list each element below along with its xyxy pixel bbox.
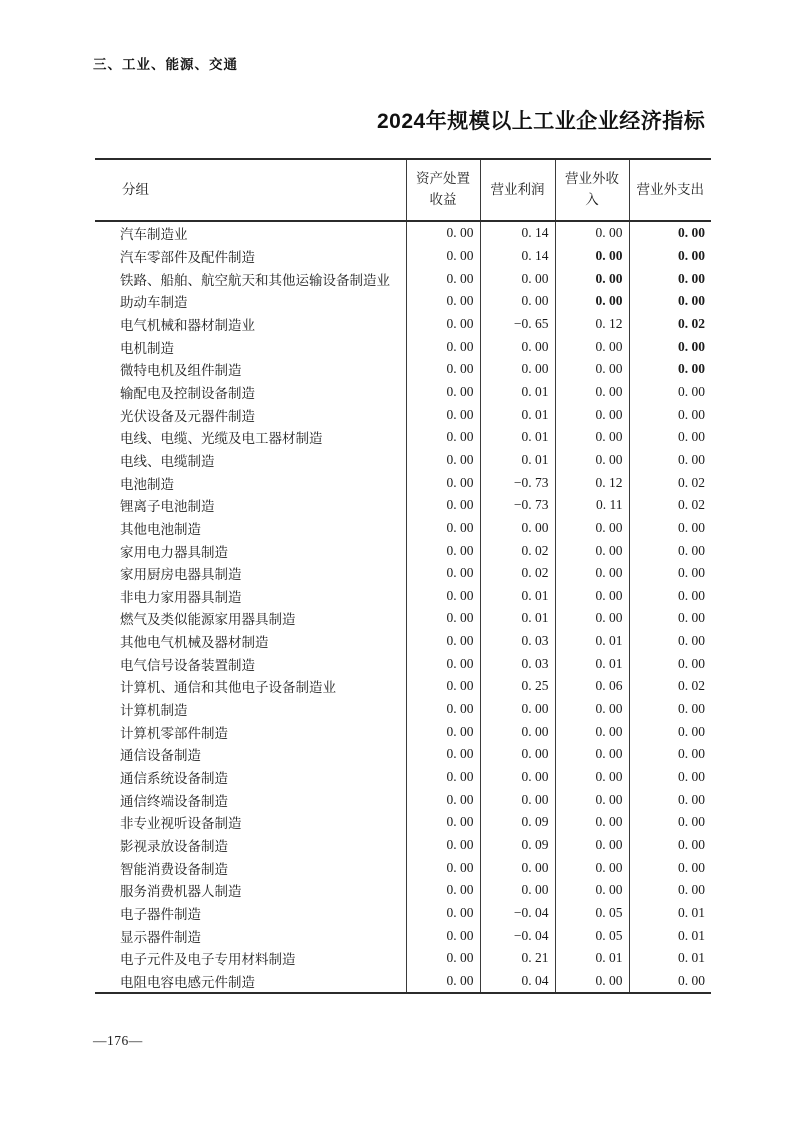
row-label: 服务消费机器人制造 [120, 884, 242, 900]
cell-value: 0. 00 [406, 290, 480, 313]
cell-value: −0. 04 [480, 902, 555, 925]
cell-value: 0. 00 [629, 766, 711, 789]
row-label: 非电力家用器具制造 [120, 589, 242, 605]
cell-value: 0. 00 [555, 517, 629, 540]
table-row [95, 358, 711, 381]
cell-value: 0. 00 [406, 788, 480, 811]
cell-value: 0. 00 [555, 788, 629, 811]
cell-value: 0. 00 [555, 449, 629, 472]
table-row [95, 970, 711, 994]
cell-value: 0. 00 [555, 720, 629, 743]
cell-value: 0. 14 [480, 221, 555, 245]
cell-value: 0. 00 [555, 607, 629, 630]
row-label: 电子元件及电子专用材料制造 [120, 952, 296, 968]
cell-value: 0. 00 [555, 879, 629, 902]
cell-value: 0. 02 [480, 539, 555, 562]
table-row [95, 381, 711, 404]
cell-value: 0. 00 [406, 267, 480, 290]
row-label: 光伏设备及元器件制造 [120, 408, 255, 424]
cell-value: 0. 06 [555, 675, 629, 698]
cell-value: −0. 73 [480, 471, 555, 494]
cell-value: 0. 00 [629, 539, 711, 562]
cell-value: 0. 00 [406, 834, 480, 857]
cell-value: 0. 00 [629, 426, 711, 449]
row-label: 影视录放设备制造 [120, 839, 228, 855]
cell-value: −0. 73 [480, 494, 555, 517]
cell-value: 0. 00 [406, 902, 480, 925]
cell-value: 0. 02 [480, 562, 555, 585]
table-row [95, 426, 711, 449]
cell-value: 0. 01 [480, 607, 555, 630]
cell-value: 0. 00 [406, 403, 480, 426]
cell-value: 0. 09 [480, 834, 555, 857]
cell-value: 0. 05 [555, 902, 629, 925]
cell-value: 0. 01 [480, 426, 555, 449]
cell-value: 0. 00 [406, 245, 480, 268]
cell-value: 0. 00 [629, 585, 711, 608]
row-label: 电线、电缆制造 [120, 453, 215, 469]
table-row [95, 562, 711, 585]
table-row [95, 902, 711, 925]
cell-value: 0. 00 [629, 630, 711, 653]
column-header-non-operating-expense: 营业外支出 [629, 159, 711, 221]
table-header [95, 159, 711, 221]
cell-value: 0. 00 [480, 720, 555, 743]
cell-value: 0. 00 [629, 267, 711, 290]
table-row [95, 856, 711, 879]
cell-value: 0. 00 [555, 856, 629, 879]
table-row [95, 924, 711, 947]
cell-value: 0. 00 [480, 766, 555, 789]
cell-value: 0. 00 [406, 585, 480, 608]
table-row [95, 607, 711, 630]
cell-value: 0. 00 [406, 675, 480, 698]
row-label: 非专业视听设备制造 [120, 816, 242, 832]
page-number: —176— [93, 1033, 143, 1048]
cell-value: 0. 00 [555, 290, 629, 313]
cell-value: 0. 00 [555, 834, 629, 857]
cell-value: 0. 00 [406, 471, 480, 494]
row-label: 汽车零部件及配件制造 [120, 249, 255, 265]
cell-value: 0. 00 [406, 924, 480, 947]
table-row [95, 834, 711, 857]
page-title: 2024年规模以上工业企业经济指标 [377, 110, 706, 133]
row-label: 电机制造 [120, 340, 174, 356]
cell-value: 0. 00 [555, 426, 629, 449]
cell-value: 0. 00 [406, 221, 480, 245]
cell-value: 0. 03 [480, 652, 555, 675]
cell-value: 0. 00 [555, 358, 629, 381]
cell-value: 0. 11 [555, 494, 629, 517]
cell-value: 0. 01 [480, 381, 555, 404]
cell-value: 0. 00 [406, 539, 480, 562]
table-row [95, 403, 711, 426]
row-label: 输配电及控制设备制造 [120, 385, 255, 401]
cell-value: 0. 00 [629, 879, 711, 902]
row-label: 通信终端设备制造 [120, 793, 228, 809]
column-header-operating-profit: 营业利润 [480, 159, 555, 221]
table-row [95, 267, 711, 290]
cell-value: 0. 00 [629, 403, 711, 426]
cell-value: 0. 00 [555, 743, 629, 766]
row-label: 通信系统设备制造 [120, 771, 228, 787]
cell-value: 0. 00 [406, 879, 480, 902]
table-row [95, 947, 711, 970]
cell-value: 0. 00 [629, 245, 711, 268]
row-label: 汽车制造业 [120, 227, 188, 243]
cell-value: 0. 02 [629, 313, 711, 336]
row-label: 家用电力器具制造 [120, 544, 228, 560]
row-label: 电池制造 [120, 476, 174, 492]
table-row [95, 471, 711, 494]
cell-value: 0. 00 [480, 788, 555, 811]
cell-value: 0. 00 [480, 335, 555, 358]
cell-value: 0. 02 [629, 675, 711, 698]
table-row [95, 743, 711, 766]
cell-value: 0. 00 [629, 856, 711, 879]
cell-value: 0. 00 [629, 788, 711, 811]
cell-value: 0. 00 [406, 652, 480, 675]
cell-value: 0. 00 [406, 766, 480, 789]
cell-value: 0. 01 [480, 449, 555, 472]
row-label: 铁路、船舶、航空航天和其他运输设备制造业 [120, 272, 390, 288]
table-row [95, 698, 711, 721]
economic-indicators-table [95, 158, 711, 994]
table-row [95, 335, 711, 358]
cell-value: 0. 00 [406, 856, 480, 879]
table-row [95, 675, 711, 698]
cell-value: 0. 00 [555, 970, 629, 994]
cell-value: 0. 01 [480, 403, 555, 426]
column-header-asset-disposal-income: 资产处置收益 [406, 159, 480, 221]
cell-value: 0. 00 [406, 335, 480, 358]
cell-value: 0. 00 [480, 290, 555, 313]
cell-value: 0. 00 [406, 517, 480, 540]
row-label: 计算机制造 [120, 703, 188, 719]
cell-value: 0. 00 [406, 313, 480, 336]
cell-value: 0. 12 [555, 471, 629, 494]
cell-value: 0. 00 [480, 856, 555, 879]
column-header-non-operating-income: 营业外收入 [555, 159, 629, 221]
row-label: 智能消费设备制造 [120, 861, 228, 877]
cell-value: 0. 00 [406, 562, 480, 585]
row-label: 电阻电容电感元件制造 [120, 974, 255, 990]
cell-value: 0. 01 [555, 630, 629, 653]
cell-value: 0. 00 [629, 517, 711, 540]
cell-value: 0. 02 [629, 471, 711, 494]
cell-value: 0. 09 [480, 811, 555, 834]
row-label: 微特电机及组件制造 [120, 363, 242, 379]
row-label: 其他电气机械及器材制造 [120, 635, 269, 651]
cell-value: 0. 04 [480, 970, 555, 994]
table-row [95, 539, 711, 562]
table-row [95, 290, 711, 313]
row-label: 助动车制造 [120, 295, 188, 311]
row-label: 显示器件制造 [120, 929, 201, 945]
cell-value: 0. 00 [629, 698, 711, 721]
cell-value: 0. 00 [555, 698, 629, 721]
cell-value: 0. 00 [629, 811, 711, 834]
cell-value: 0. 00 [406, 970, 480, 994]
cell-value: 0. 01 [629, 902, 711, 925]
cell-value: 0. 00 [406, 381, 480, 404]
table-row [95, 449, 711, 472]
cell-value: 0. 00 [629, 449, 711, 472]
row-label: 家用厨房电器具制造 [120, 567, 242, 583]
cell-value: 0. 14 [480, 245, 555, 268]
row-label: 计算机零部件制造 [120, 725, 228, 741]
table-row [95, 630, 711, 653]
cell-value: 0. 01 [555, 947, 629, 970]
row-label: 燃气及类似能源家用器具制造 [120, 612, 296, 628]
cell-value: 0. 00 [555, 381, 629, 404]
section-header: 三、工业、能源、交通 [93, 57, 238, 72]
cell-value: 0. 00 [480, 267, 555, 290]
cell-value: 0. 00 [629, 743, 711, 766]
cell-value: 0. 00 [480, 698, 555, 721]
cell-value: 0. 00 [406, 630, 480, 653]
cell-value: −0. 04 [480, 924, 555, 947]
row-label: 电子器件制造 [120, 907, 201, 923]
cell-value: 0. 00 [480, 358, 555, 381]
cell-value: 0. 00 [629, 358, 711, 381]
table-body [95, 221, 711, 993]
table-row [95, 517, 711, 540]
cell-value: −0. 65 [480, 313, 555, 336]
table-row [95, 313, 711, 336]
table-row [95, 766, 711, 789]
table-row [95, 788, 711, 811]
cell-value: 0. 25 [480, 675, 555, 698]
cell-value: 0. 00 [406, 811, 480, 834]
cell-value: 0. 05 [555, 924, 629, 947]
table-row [95, 720, 711, 743]
cell-value: 0. 00 [629, 562, 711, 585]
cell-value: 0. 00 [480, 743, 555, 766]
table-row [95, 221, 711, 245]
cell-value: 0. 00 [480, 879, 555, 902]
table-row [95, 245, 711, 268]
table-row [95, 652, 711, 675]
cell-value: 0. 00 [555, 335, 629, 358]
cell-value: 0. 00 [406, 743, 480, 766]
cell-value: 0. 00 [555, 585, 629, 608]
cell-value: 0. 00 [406, 426, 480, 449]
cell-value: 0. 00 [406, 358, 480, 381]
cell-value: 0. 00 [406, 947, 480, 970]
row-label: 电气信号设备装置制造 [120, 657, 255, 673]
cell-value: 0. 12 [555, 313, 629, 336]
cell-value: 0. 00 [555, 267, 629, 290]
cell-value: 0. 00 [629, 970, 711, 994]
cell-value: 0. 00 [555, 539, 629, 562]
row-label: 通信设备制造 [120, 748, 201, 764]
table-row [95, 811, 711, 834]
table-row [95, 494, 711, 517]
row-label: 电线、电缆、光缆及电工器材制造 [120, 431, 323, 447]
cell-value: 0. 00 [480, 517, 555, 540]
row-label: 电气机械和器材制造业 [120, 317, 255, 333]
cell-value: 0. 00 [629, 290, 711, 313]
cell-value: 0. 00 [555, 562, 629, 585]
cell-value: 0. 02 [629, 494, 711, 517]
row-label: 计算机、通信和其他电子设备制造业 [120, 680, 336, 696]
cell-value: 0. 00 [406, 607, 480, 630]
cell-value: 0. 01 [480, 585, 555, 608]
cell-value: 0. 00 [629, 720, 711, 743]
cell-value: 0. 03 [480, 630, 555, 653]
row-label: 锂离子电池制造 [120, 499, 215, 515]
cell-value: 0. 00 [629, 335, 711, 358]
cell-value: 0. 01 [629, 924, 711, 947]
cell-value: 0. 00 [629, 607, 711, 630]
cell-value: 0. 00 [629, 221, 711, 245]
cell-value: 0. 00 [555, 766, 629, 789]
cell-value: 0. 00 [555, 403, 629, 426]
cell-value: 0. 00 [555, 221, 629, 245]
cell-value: 0. 00 [629, 381, 711, 404]
cell-value: 0. 00 [406, 698, 480, 721]
row-label: 其他电池制造 [120, 521, 201, 537]
cell-value: 0. 00 [406, 720, 480, 743]
cell-value: 0. 00 [629, 652, 711, 675]
cell-value: 0. 00 [406, 494, 480, 517]
cell-value: 0. 00 [555, 811, 629, 834]
table-row [95, 879, 711, 902]
cell-value: 0. 00 [629, 834, 711, 857]
cell-value: 0. 21 [480, 947, 555, 970]
column-header-group: 分组 [95, 159, 406, 221]
cell-value: 0. 00 [406, 449, 480, 472]
cell-value: 0. 01 [555, 652, 629, 675]
table-row [95, 585, 711, 608]
cell-value: 0. 01 [629, 947, 711, 970]
cell-value: 0. 00 [555, 245, 629, 268]
